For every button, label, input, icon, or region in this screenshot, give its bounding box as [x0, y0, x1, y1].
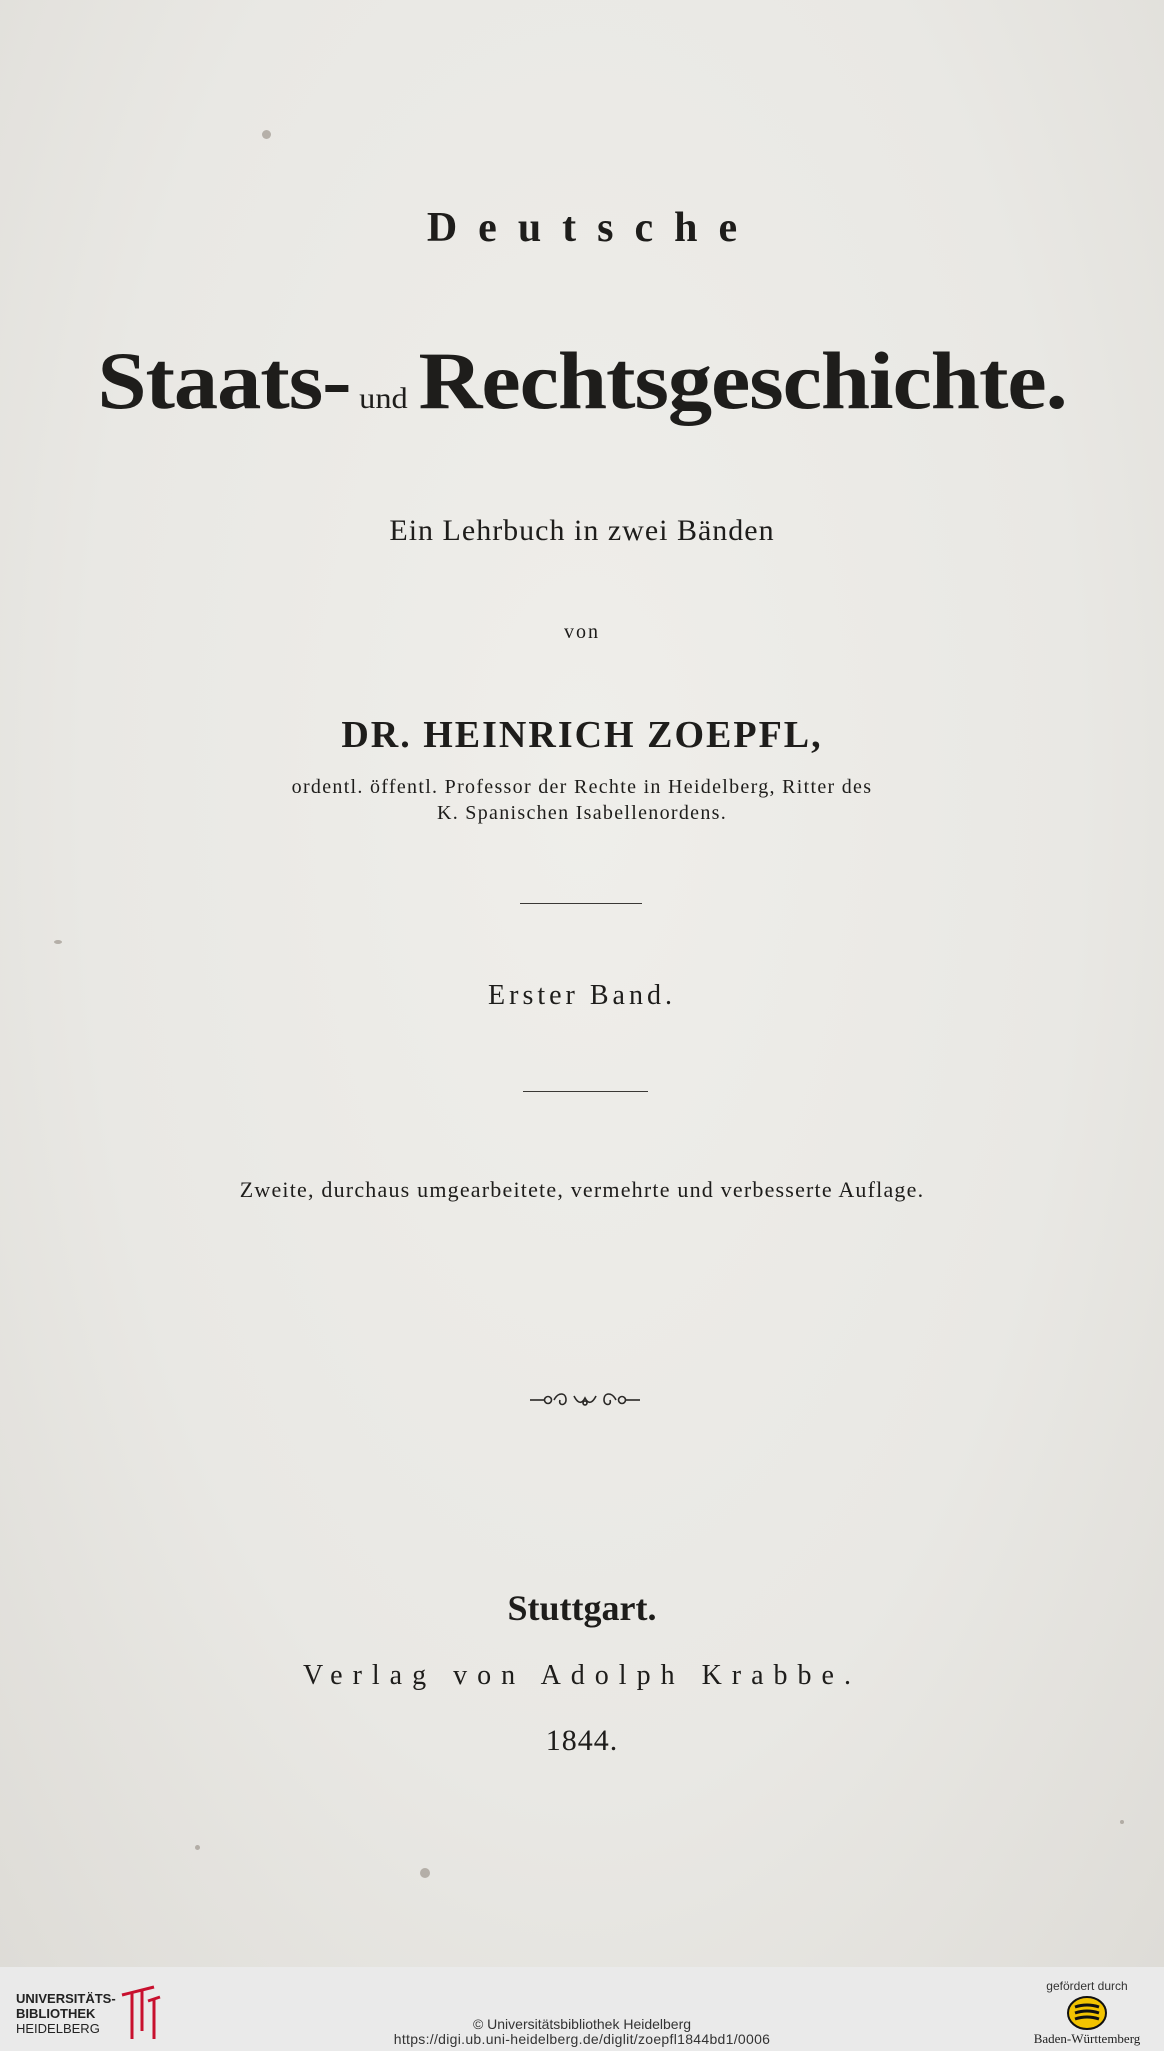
subtitle: Ein Lehrbuch in zwei Bänden — [389, 514, 775, 547]
library-logo-line-1: UNIVERSITÄTS- — [16, 1991, 116, 2006]
funded-by-label: gefördert durch — [1046, 1979, 1128, 1993]
funder-name: Baden-Württemberg — [1033, 2031, 1141, 2046]
edition-statement: Zweite, durchaus umgearbeitete, vermehrte und verbesserte Auflage. — [239, 1177, 925, 1202]
author-role-line-2: K. Spanischen Isabellenordens. — [436, 802, 728, 824]
paper-speck — [195, 1845, 200, 1850]
publication-year: 1844. — [545, 1724, 619, 1757]
paper-speck — [1120, 1820, 1124, 1824]
title-heading-deutsche: Deutsche — [426, 205, 759, 251]
printers-ornament-icon — [530, 1388, 640, 1412]
divider-rule — [520, 903, 642, 904]
baden-wuerttemberg-emblem-icon[interactable] — [1066, 1995, 1108, 2031]
title-part-staats: Staats- — [97, 335, 351, 426]
library-logo-line-2: BIBLIOTHEK — [16, 2006, 96, 2021]
paper-speck — [420, 1868, 430, 1878]
by-label: von — [564, 621, 600, 643]
copyright-notice: © Universitätsbibliothek Heidelberg — [472, 2016, 692, 2032]
divider-rule — [523, 1091, 648, 1092]
paper-speck — [262, 130, 271, 139]
permalink-url[interactable]: https://digi.ub.uni-heidelberg.de/diglit/zoepfl1844bd1/0006 — [393, 2031, 771, 2047]
author-name: DR. HEINRICH ZOEPFL, — [341, 714, 823, 756]
footer-bar — [0, 1967, 1164, 2051]
volume-label: Erster Band. — [488, 980, 676, 1011]
title-connector-und: und — [359, 382, 408, 415]
library-logo-line-3: HEIDELBERG — [16, 2021, 100, 2036]
title-part-rechtsgeschichte: Rechtsgeschichte. — [418, 335, 1067, 426]
publisher: Verlag von Adolph Krabbe. — [303, 1660, 861, 1691]
author-role-line-1: ordentl. öffentl. Professor der Rechte in Heidelberg, Ritter des — [291, 776, 873, 798]
paper-speck — [54, 940, 62, 944]
title-heading-main — [0, 335, 1164, 426]
publication-place: Stuttgart. — [507, 1588, 657, 1628]
